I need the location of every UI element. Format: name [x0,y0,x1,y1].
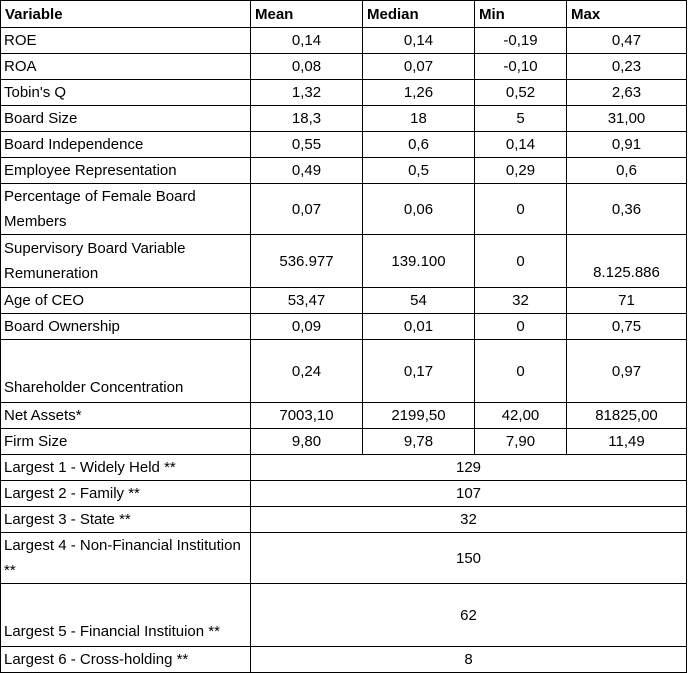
cell-mean: 0,49 [251,158,363,184]
table-row [1,158,687,184]
cell-min: 7,90 [475,429,567,455]
table-row [1,106,687,132]
cell-max: 8.125.886 [567,235,687,288]
cell-mean: 9,80 [251,429,363,455]
cell-min: 0,29 [475,158,567,184]
header-max: Max [567,1,687,28]
cell-median: 2199,50 [363,403,475,429]
cell-max: 2,63 [567,80,687,106]
cell-mean: 0,14 [251,28,363,54]
cell-median: 1,26 [363,80,475,106]
cell-mean: 18,3 [251,106,363,132]
cell-mean: 0,55 [251,132,363,158]
cell-min: 0 [475,235,567,288]
cell-median: 0,01 [363,314,475,340]
cell-max: 0,36 [567,184,687,235]
largest-label: Largest 5 - Financial Instituion ** [1,584,251,647]
largest-row [1,455,687,481]
table-row [1,340,687,403]
row-label: Tobin's Q [1,80,251,106]
cell-median: 0,06 [363,184,475,235]
table-row [1,288,687,314]
cell-min: 0,52 [475,80,567,106]
cell-min: 0 [475,184,567,235]
largest-row [1,584,687,647]
table-row [1,235,687,288]
cell-max: 0,97 [567,340,687,403]
cell-mean: 0,09 [251,314,363,340]
largest-label: Largest 2 - Family ** [1,481,251,507]
table-row [1,54,687,80]
cell-max: 0,75 [567,314,687,340]
header-mean: Mean [251,1,363,28]
cell-max: 0,23 [567,54,687,80]
row-label: Board Size [1,106,251,132]
largest-label: Largest 3 - State ** [1,507,251,533]
largest-value: 62 [251,584,687,647]
cell-median: 0,5 [363,158,475,184]
cell-max: 0,6 [567,158,687,184]
table-row [1,429,687,455]
largest-label: Largest 1 - Widely Held ** [1,455,251,481]
cell-max: 0,91 [567,132,687,158]
cell-mean: 7003,10 [251,403,363,429]
header-min: Min [475,1,567,28]
largest-row [1,481,687,507]
cell-median: 0,6 [363,132,475,158]
cell-mean: 1,32 [251,80,363,106]
row-label: Employee Representation [1,158,251,184]
cell-max: 31,00 [567,106,687,132]
largest-value: 107 [251,481,687,507]
largest-value: 32 [251,507,687,533]
largest-row [1,533,687,584]
cell-max: 11,49 [567,429,687,455]
table-row [1,314,687,340]
table-row [1,184,687,235]
cell-mean: 0,07 [251,184,363,235]
cell-max: 71 [567,288,687,314]
row-label: Supervisory Board Variable Remuneration [1,235,251,288]
row-label: Percentage of Female Board Members [1,184,251,235]
largest-label: Largest 4 - Non-Financial Institution ** [1,533,251,584]
row-label: Net Assets* [1,403,251,429]
cell-min: 0 [475,314,567,340]
cell-median: 0,17 [363,340,475,403]
cell-median: 0,14 [363,28,475,54]
largest-value: 8 [251,647,687,673]
row-label: Board Ownership [1,314,251,340]
table-row [1,132,687,158]
header-row [1,1,687,28]
cell-min: 0 [475,340,567,403]
header-median: Median [363,1,475,28]
row-label: ROA [1,54,251,80]
largest-value: 150 [251,533,687,584]
cell-min: -0,10 [475,54,567,80]
row-label: Firm Size [1,429,251,455]
cell-min: 0,14 [475,132,567,158]
table-row [1,403,687,429]
cell-median: 54 [363,288,475,314]
cell-median: 18 [363,106,475,132]
cell-mean: 53,47 [251,288,363,314]
cell-max: 0,47 [567,28,687,54]
cell-max: 81825,00 [567,403,687,429]
row-label: Age of CEO [1,288,251,314]
largest-row [1,507,687,533]
largest-row [1,647,687,673]
cell-min: 32 [475,288,567,314]
table-row [1,80,687,106]
cell-mean: 0,24 [251,340,363,403]
largest-label: Largest 6 - Cross-holding ** [1,647,251,673]
cell-mean: 0,08 [251,54,363,80]
header-variable: Variable [1,1,251,28]
row-label: ROE [1,28,251,54]
cell-mean: 536.977 [251,235,363,288]
largest-value: 129 [251,455,687,481]
row-label: Board Independence [1,132,251,158]
cell-median: 9,78 [363,429,475,455]
row-label: Shareholder Concentration [1,340,251,403]
table-row [1,28,687,54]
cell-min: 42,00 [475,403,567,429]
cell-median: 139.100 [363,235,475,288]
cell-median: 0,07 [363,54,475,80]
cell-min: -0,19 [475,28,567,54]
cell-min: 5 [475,106,567,132]
